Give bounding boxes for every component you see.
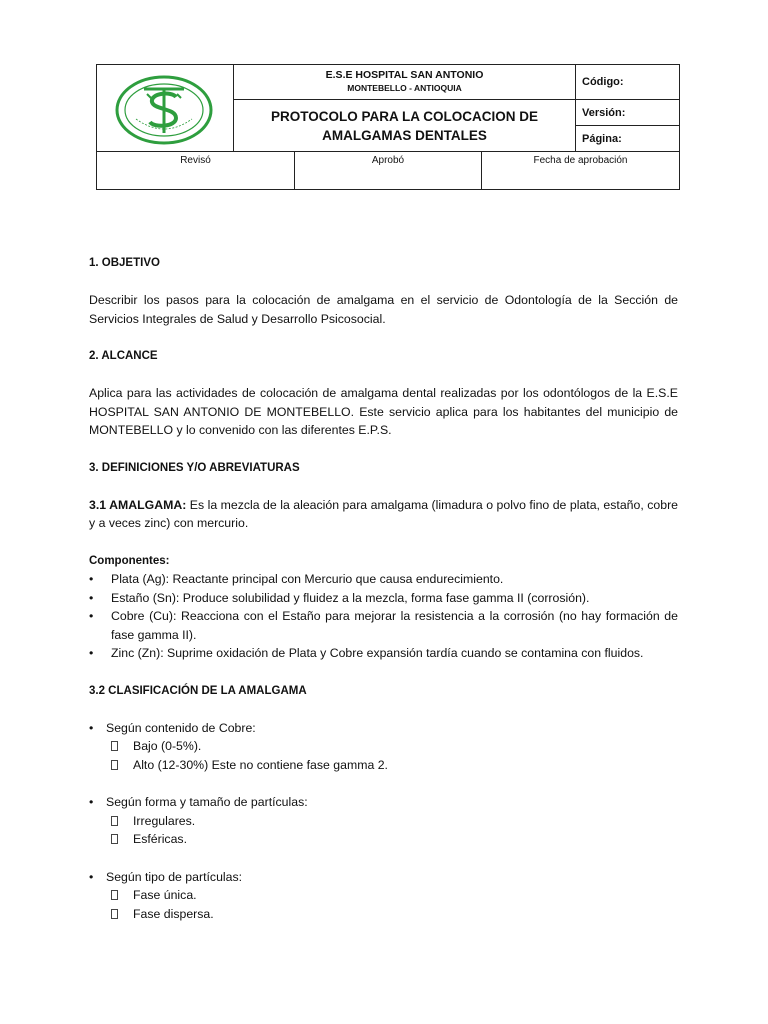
componentes-heading: Componentes: — [89, 554, 170, 567]
aprobo-cell — [295, 152, 482, 189]
pagina-cell — [576, 126, 679, 152]
list-item: Esféricas. — [89, 830, 678, 849]
bullet-icon: • — [89, 646, 94, 661]
organization-location: MONTEBELLO - ANTIOQUIA — [347, 83, 462, 93]
document-title: PROTOCOLO PARA LA COLOCACION DE AMALGAMAS DENTALES — [270, 108, 538, 143]
list-item: • Estaño (Sn): Produce solubilidad y fluidez a la mezcla, forma fase gamma II (corrosión). — [89, 589, 678, 608]
aprobo-label: Aprobó — [371, 155, 405, 166]
logo-cell — [97, 65, 234, 152]
clasificacion-group — [89, 719, 678, 738]
document-header-table — [96, 64, 680, 190]
clasificacion-label: Según contenido de Cobre: — [106, 720, 256, 735]
section-heading-definiciones: 3. DEFINICIONES Y/O ABREVIATURAS — [89, 461, 300, 474]
list-item: Alto (12-30%) Este no contiene fase gamma 2. — [89, 756, 678, 775]
amalgama-term: 3.1 AMALGAMA: — [89, 497, 187, 512]
section-heading-alcance: 2. ALCANCE — [89, 349, 158, 362]
clasificacion-sublist — [89, 737, 678, 774]
checkbox-bullet-icon — [111, 741, 118, 751]
checkbox-bullet-icon — [111, 909, 118, 919]
list-item: • Zinc (Zn): Suprime oxidación de Plata y Cobre expansión tardía cuando se contamina con fluidos. — [89, 644, 678, 663]
clasificacion-label: Según forma y tamaño de partículas: — [106, 795, 308, 810]
organization-name: E.S.E HOSPITAL SAN ANTONIO — [325, 69, 484, 81]
amalgama-definition — [89, 496, 678, 533]
componentes-list — [89, 570, 678, 663]
codigo-cell — [576, 65, 679, 100]
reviso-cell — [97, 152, 295, 189]
amalgama-definition-text: Es la mezcla de la aleación para amalgama (limadura o polvo fino de plata, estaño, cobre y a veces zinc) con mercurio. — [89, 497, 678, 531]
version-cell — [576, 100, 679, 126]
list-item: Bajo (0-5%). — [89, 737, 678, 756]
bullet-icon: • — [89, 572, 94, 587]
clasificacion-sublist — [89, 812, 678, 849]
objetivo-paragraph: Describir los pasos para la colocación de amalgama en el servicio de Odontología de la Sección de Servicios Integrales de Salud y Desarrollo Psicosocial. — [89, 293, 678, 326]
bullet-icon: • — [89, 795, 94, 810]
section-heading-clasificacion: 3.2 CLASIFICACIÓN DE LA AMALGAMA — [89, 684, 307, 697]
bullet-icon: • — [89, 590, 94, 605]
version-label: Versión: — [582, 106, 626, 119]
hospital-logo — [114, 75, 214, 145]
checkbox-bullet-icon — [111, 834, 118, 844]
section-heading-objetivo: 1. OBJETIVO — [89, 257, 160, 269]
codigo-label: Código: — [582, 76, 624, 88]
document-body — [89, 254, 678, 923]
reviso-label: Revisó — [180, 155, 211, 166]
clasificacion-label: Según tipo de partículas: — [106, 869, 243, 884]
pagina-label: Página: — [582, 132, 622, 145]
list-item: Irregulares. — [89, 812, 678, 831]
alcance-paragraph: Aplica para las actividades de colocación de amalgama dental realizadas por los odontólogos de la E.S.E HOSPITAL SAN ANTONIO DE MONTEBELLO. Este servicio aplica para los habitantes del municipio de MONTEBELLO y lo convenido con las diferentes E.P.S. — [89, 386, 678, 438]
list-item: • Plata (Ag): Reactante principal con Mercurio que causa endurecimiento. — [89, 570, 678, 589]
bullet-icon: • — [89, 720, 94, 735]
list-item: Fase dispersa. — [89, 905, 678, 924]
clasificacion-group — [89, 868, 678, 887]
bullet-icon: • — [89, 869, 94, 884]
checkbox-bullet-icon — [111, 890, 118, 900]
list-item: • Cobre (Cu): Reacciona con el Estaño para mejorar la resistencia a la corrosión (no hay formación de fase gamma II). — [89, 609, 678, 642]
checkbox-bullet-icon — [111, 816, 118, 826]
checkbox-bullet-icon — [111, 760, 118, 770]
fecha-aprobacion-cell — [482, 152, 679, 189]
list-item: Fase única. — [89, 886, 678, 905]
clasificacion-group — [89, 793, 678, 812]
organization-cell — [234, 65, 576, 100]
document-title-cell — [234, 100, 576, 152]
clasificacion-sublist — [89, 886, 678, 923]
fecha-aprobacion-label: Fecha de aprobación — [533, 155, 628, 166]
bullet-icon: • — [89, 609, 94, 624]
